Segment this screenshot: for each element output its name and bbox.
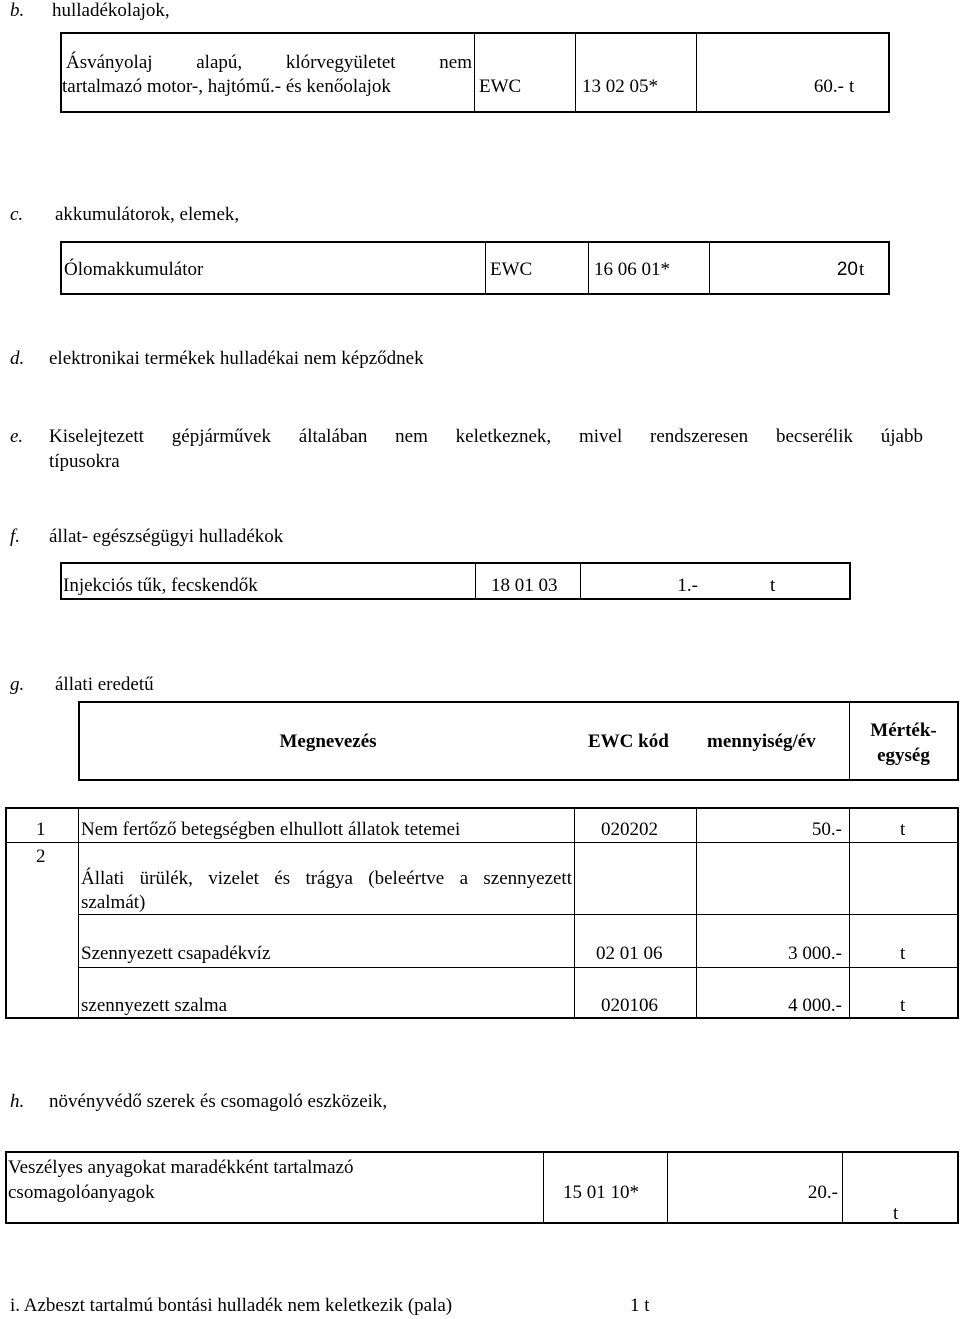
- section-f-name: Injekciós tűk, fecskendők: [63, 575, 258, 596]
- section-b-ewc: EWC: [479, 76, 522, 97]
- row3-code: 02 01 06: [596, 943, 663, 964]
- section-g-title: állati eredetű: [55, 674, 154, 695]
- section-h-qty: 20.-: [807, 1182, 838, 1203]
- divider: [696, 32, 697, 113]
- divider: [474, 32, 475, 113]
- section-c-ewc: EWC: [490, 259, 533, 280]
- section-i-text: i. Azbeszt tartalmú bontási hulladék nem keletkezik (pala): [10, 1295, 453, 1316]
- section-d-title: elektronikai termékek hulladékai nem képződnek: [49, 348, 424, 369]
- section-h-unit: t: [893, 1203, 899, 1224]
- row3-unit: t: [900, 943, 906, 964]
- header-mertek-l1: Mérték-: [870, 720, 937, 741]
- section-c-name: Ólomakkumulátor: [64, 259, 204, 280]
- divider: [78, 807, 79, 1019]
- row1-num: 1: [36, 819, 46, 840]
- section-h-name-l1: Veszélyes anyagokat maradékként tartalmazó: [8, 1157, 354, 1178]
- section-c-title: akkumulátorok, elemek,: [55, 204, 240, 225]
- section-d-letter: d.: [10, 348, 25, 369]
- divider: [849, 807, 850, 1019]
- divider: [574, 807, 575, 1019]
- section-b-title: hulladékolajok,: [52, 0, 170, 21]
- divider: [696, 807, 697, 1019]
- row3-name: Szennyezett csapadékvíz: [81, 943, 271, 964]
- row1-qty: 50.-: [811, 819, 842, 840]
- row-line: [78, 914, 959, 915]
- header-ewc-kod: EWC kód: [588, 731, 669, 752]
- section-h-letter: h.: [10, 1091, 25, 1112]
- row2-num: 2: [36, 846, 46, 867]
- divider: [667, 1151, 668, 1224]
- section-e-line2: típusokra: [49, 451, 120, 472]
- row3-qty: 3 000.-: [788, 943, 842, 964]
- row1-name: Nem fertőző betegségben elhullott állatok tetemei: [81, 819, 461, 840]
- section-b-code: 13 02 05*: [582, 76, 658, 97]
- section-f-letter: f.: [10, 526, 21, 547]
- row-line: [78, 967, 959, 968]
- divider: [485, 241, 486, 295]
- row2-name-l1: Állati ürülék, vizelet és trágya (beleértve a szennyezett: [81, 868, 572, 889]
- section-f-qty: 1.-: [677, 575, 698, 596]
- divider: [575, 32, 576, 113]
- section-g-letter: g.: [10, 674, 25, 695]
- section-c-qty: 20: [836, 259, 858, 280]
- divider: [543, 1151, 544, 1224]
- row4-name: szennyezett szalma: [81, 995, 228, 1016]
- section-f-unit: t: [770, 575, 776, 596]
- divider: [842, 1151, 843, 1224]
- row4-qty: 4 000.-: [788, 995, 842, 1016]
- section-h-name-l2: csomagolóanyagok: [8, 1182, 155, 1203]
- row1-code: 020202: [601, 819, 658, 840]
- header-mertek-l2: egység: [877, 745, 930, 766]
- header-megnevezes: Megnevezés: [279, 731, 377, 752]
- section-b-unit: t: [849, 76, 855, 97]
- header-mennyiseg: mennyiség/év: [707, 731, 816, 752]
- divider: [580, 562, 581, 600]
- row-line: [5, 842, 959, 843]
- section-f-title: állat- egészségügyi hulladékok: [49, 526, 284, 547]
- section-b-qty: 60.-: [813, 76, 844, 97]
- row2-name-l2: szalmát): [81, 892, 146, 913]
- row4-unit: t: [900, 995, 906, 1016]
- section-e-letter: e.: [10, 426, 24, 447]
- section-h-title: növényvédő szerek és csomagoló eszközeik,: [49, 1091, 388, 1112]
- section-c-unit: t: [859, 259, 865, 280]
- section-b-name-line2: tartalmazó motor-, hajtómű.- és kenőolajok: [62, 76, 391, 97]
- row1-unit: t: [900, 819, 906, 840]
- section-c-letter: c.: [10, 204, 24, 225]
- divider: [588, 241, 589, 295]
- section-f-code: 18 01 03: [491, 575, 558, 596]
- section-h-code: 15 01 10*: [563, 1182, 639, 1203]
- section-b-letter: b.: [10, 0, 25, 21]
- divider: [709, 241, 710, 295]
- section-c-code: 16 06 01*: [594, 259, 670, 280]
- divider: [475, 562, 476, 600]
- section-e-line1: Kiselejtezett gépjárművek általában nem keletkeznek, mivel rendszeresen becserélik újabb: [49, 426, 923, 447]
- section-b-name-line1: Ásványolaj alapú, klórvegyületet nem: [66, 52, 472, 73]
- row4-code: 020106: [601, 995, 658, 1016]
- section-i-qty: 1 t: [630, 1295, 650, 1316]
